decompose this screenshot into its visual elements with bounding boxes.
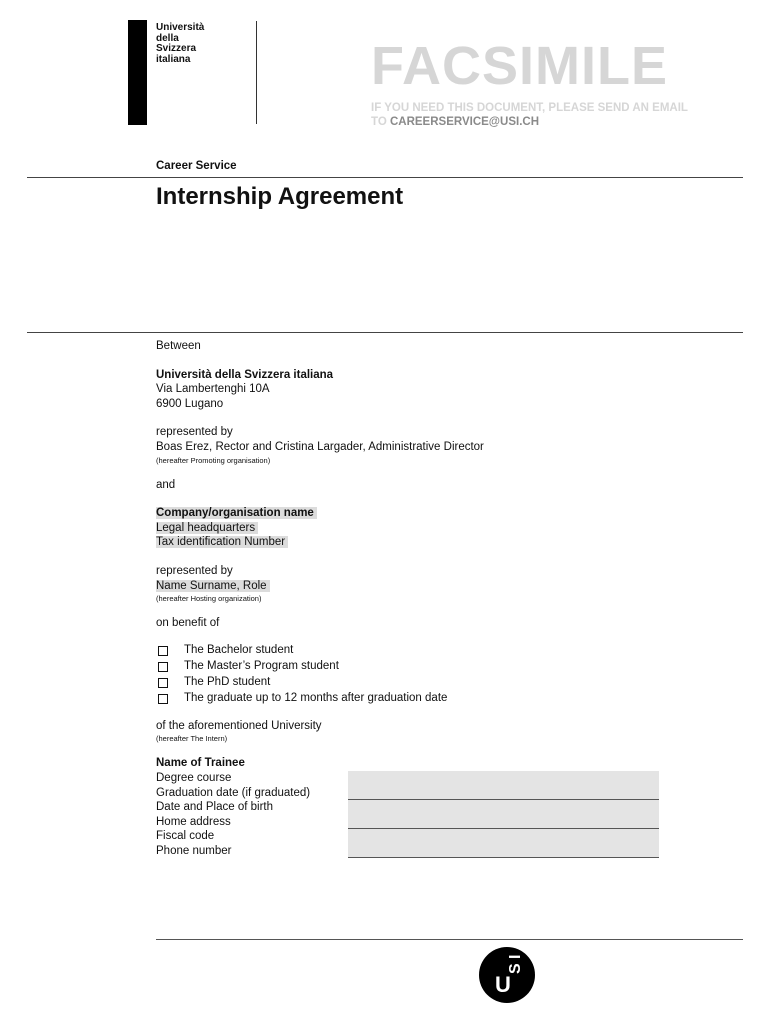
trainee-field-row xyxy=(156,829,756,844)
option-label: The Master’s Program student xyxy=(184,660,339,673)
logo-letter-s: S xyxy=(507,963,524,974)
intern-note: (hereafter The Intern) xyxy=(156,734,228,744)
header-divider xyxy=(256,21,257,124)
section-label: Career Service xyxy=(156,160,237,172)
option-bachelor[interactable] xyxy=(156,643,756,659)
trainee-field-label: Date and Place of birth xyxy=(156,801,273,814)
checkbox[interactable] xyxy=(158,694,168,704)
aforementioned-text: of the aforementioned University xyxy=(156,719,322,732)
usi-logo-bar xyxy=(128,20,147,125)
checkbox[interactable] xyxy=(158,678,168,688)
option-label: The Bachelor student xyxy=(184,644,294,657)
facsimile-note-line1: IF YOU NEED THIS DOCUMENT, PLEASE SEND AN EMAIL xyxy=(371,102,688,114)
trainee-field-label: Graduation date (if graduated) xyxy=(156,786,311,799)
fiscal-code-input[interactable] xyxy=(348,829,659,844)
degree-course-input[interactable] xyxy=(348,771,659,786)
usi-logo-wordmark xyxy=(156,23,204,65)
birth-date-place-input[interactable] xyxy=(348,800,659,815)
trainee-field-row xyxy=(156,771,756,786)
trainee-field-label: Phone number xyxy=(156,844,232,857)
trainee-heading: Name of Trainee xyxy=(156,757,245,770)
option-graduate[interactable] xyxy=(156,691,756,707)
divider-body xyxy=(27,332,743,333)
university-address-line: Via Lambertenghi 10A xyxy=(156,383,270,396)
represented-by-label: represented by xyxy=(156,426,233,439)
trainee-field-row xyxy=(156,800,756,815)
facsimile-note xyxy=(371,101,688,129)
option-label: The graduate up to 12 months after graduation date xyxy=(184,692,448,705)
graduation-date-input[interactable] xyxy=(348,785,659,800)
footer-divider xyxy=(156,939,743,940)
hosting-org-note: (hereafter Hosting organization) xyxy=(156,594,262,604)
divider-top xyxy=(27,177,743,178)
logo-letter-i: I xyxy=(507,954,524,959)
represented-by-label: represented by xyxy=(156,564,233,577)
checkbox[interactable] xyxy=(158,662,168,672)
phone-number-input[interactable] xyxy=(348,843,659,858)
promoting-org-note: (hereafter Promoting organisation) xyxy=(156,455,271,465)
logo-letter-u: U xyxy=(495,972,511,997)
trainee-field-label: Home address xyxy=(156,815,231,828)
trainee-field-row xyxy=(156,786,756,801)
checkbox[interactable] xyxy=(158,646,168,656)
trainee-field-label: Degree course xyxy=(156,771,232,784)
facsimile-watermark: FACSIMILE xyxy=(371,36,669,96)
facsimile-note-to: TO xyxy=(371,116,387,128)
legal-headquarters-field[interactable]: Legal headquarters xyxy=(156,522,258,534)
university-representatives: Boas Erez, Rector and Cristina Largader, Administrative Director xyxy=(156,440,484,453)
university-address-line: 6900 Lugano xyxy=(156,397,224,410)
trainee-field-row xyxy=(156,815,756,830)
company-representative-field[interactable]: Name Surname, Role xyxy=(156,580,270,592)
on-benefit-of-text: on benefit of xyxy=(156,617,220,630)
logo-line: Svizzera xyxy=(156,43,197,54)
between-text: Between xyxy=(156,340,201,352)
usi-circle-logo xyxy=(478,946,536,1004)
option-phd[interactable] xyxy=(156,675,756,691)
option-master[interactable] xyxy=(156,659,756,675)
and-text: and xyxy=(156,478,176,491)
logo-line: Università xyxy=(156,22,205,33)
home-address-input[interactable] xyxy=(348,814,659,829)
trainee-field-label: Fiscal code xyxy=(156,830,215,843)
trainee-field-row xyxy=(156,844,756,859)
tax-id-field[interactable]: Tax identification Number xyxy=(156,536,288,548)
agreement-body xyxy=(156,339,756,858)
company-name-field[interactable]: Company/organisation name xyxy=(156,507,317,519)
logo-line: della xyxy=(156,32,179,44)
page-title: Internship Agreement xyxy=(156,183,404,210)
logo-line: italiana xyxy=(156,53,191,65)
option-label: The PhD student xyxy=(184,676,271,689)
university-name: Università della Svizzera italiana xyxy=(156,368,334,381)
facsimile-email-link[interactable]: CAREERSERVICE@USI.CH xyxy=(389,116,539,128)
